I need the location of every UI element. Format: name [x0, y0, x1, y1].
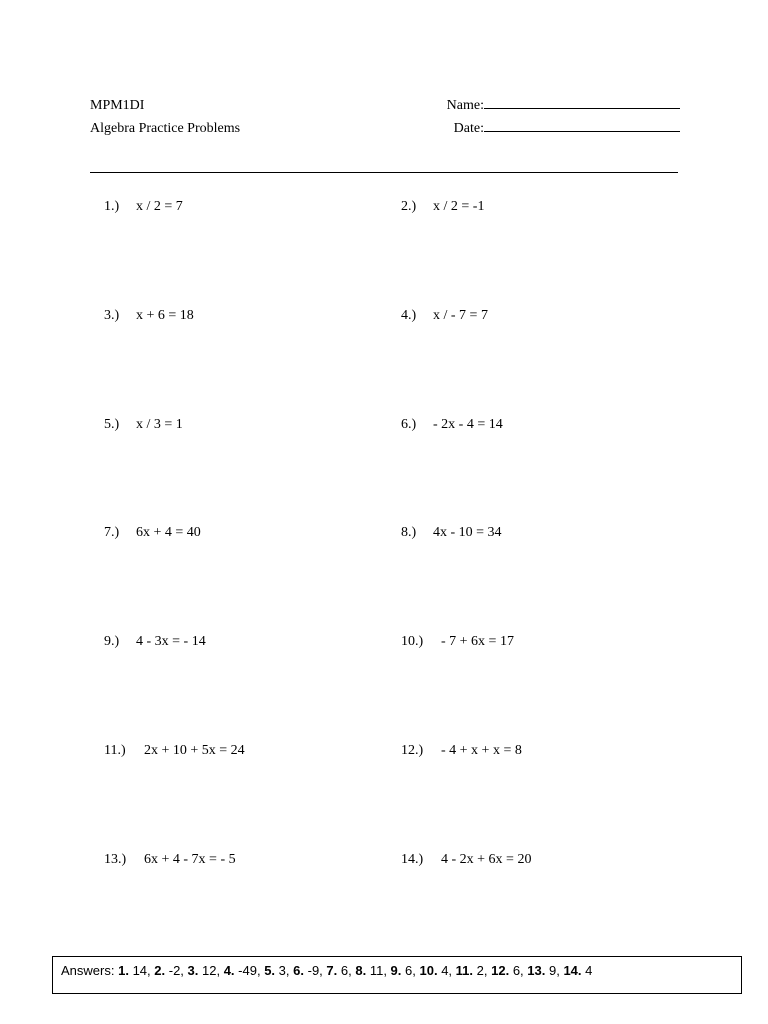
header-divider [90, 172, 678, 173]
problem-number: 13.) [104, 852, 127, 867]
header-left [90, 94, 240, 140]
problem-equation: x + 6 = 18 [136, 308, 194, 323]
problem-number: 7.) [104, 525, 120, 540]
answer-value: 3 [278, 963, 286, 978]
problem-10 [387, 615, 514, 669]
problem-equation: 6x + 4 - 7x = - 5 [144, 852, 236, 867]
problem-number: 5.) [104, 417, 120, 432]
problem-number: 14.) [401, 852, 424, 867]
problem-1 [90, 180, 183, 234]
problem-equation: x / 2 = 7 [136, 199, 183, 214]
problem-number: 3.) [104, 308, 120, 323]
problem-equation: - 4 + x + x = 8 [441, 743, 522, 758]
answer-value: 6 [512, 963, 521, 978]
answer-value: 12 [202, 963, 217, 978]
answer-number: 2. [154, 963, 166, 978]
answer-value: -9 [307, 963, 320, 978]
problem-equation: - 2x - 4 = 14 [433, 417, 503, 432]
header-right [440, 94, 680, 140]
problem-equation: 4 - 3x = - 14 [136, 634, 206, 649]
answer-value: 6 [405, 963, 413, 978]
answer-value: 9 [548, 963, 557, 978]
problem-8 [387, 506, 502, 560]
name-blank-line[interactable] [484, 94, 680, 109]
problem-number: 2.) [401, 199, 417, 214]
worksheet-title: Algebra Practice Problems [90, 121, 241, 136]
problem-number: 11.) [104, 743, 126, 758]
name-field [440, 94, 680, 117]
answer-value: 6 [340, 963, 349, 978]
answer-value: 4 [585, 963, 593, 978]
problem-equation: x / 2 = -1 [433, 199, 485, 214]
answer-number: 9. [390, 963, 402, 978]
problem-number: 8.) [401, 525, 417, 540]
answer-key-box: Answers: 1. 14, 2. -2, 3. 12, 4. -49, 5. 3, 6. -9, 7. 6, 8. 11, 9. 6, 10. 4, 11. 2, 12. 6, 13. 9, 14. 4 [52, 956, 742, 994]
problem-3 [90, 289, 194, 343]
problem-9 [90, 615, 206, 669]
answer-number: 6. [293, 963, 304, 978]
answer-number: 7. [326, 963, 338, 978]
problem-2 [387, 180, 484, 234]
answer-number: 8. [355, 963, 367, 978]
answer-number: 1. [118, 963, 129, 978]
problem-equation: 4 - 2x + 6x = 20 [441, 852, 532, 867]
answer-number: 14. [563, 963, 582, 978]
problem-equation: 4x - 10 = 34 [433, 525, 502, 540]
answer-value: 14 [132, 963, 148, 978]
answer-number: 13. [527, 963, 546, 978]
problem-number: 4.) [401, 308, 417, 323]
date-blank-line[interactable] [484, 117, 680, 132]
problem-equation: - 7 + 6x = 17 [441, 634, 514, 649]
answer-number: 12. [491, 963, 510, 978]
date-label: Date: [453, 121, 484, 136]
answer-value: -2 [168, 963, 181, 978]
problem-number: 1.) [104, 199, 120, 214]
answer-number: 5. [264, 963, 276, 978]
answer-number: 10. [419, 963, 438, 978]
answer-value: -49 [238, 963, 257, 978]
answer-value: 11 [369, 963, 384, 978]
problem-7 [90, 506, 201, 560]
problem-number: 10.) [401, 634, 424, 649]
problem-number: 12.) [401, 743, 424, 758]
problem-5 [90, 398, 183, 452]
problem-number: 6.) [401, 417, 417, 432]
answer-key-label: Answers: [61, 963, 115, 978]
problem-equation: x / 3 = 1 [136, 417, 183, 432]
course-code: MPM1DI [90, 98, 145, 113]
problem-13 [90, 833, 236, 887]
date-field [440, 117, 680, 140]
answer-value: 2 [476, 963, 484, 978]
problem-11 [90, 724, 245, 778]
problem-4 [387, 289, 488, 343]
answer-number: 4. [223, 963, 235, 978]
answer-number: 11. [455, 963, 474, 978]
problem-equation: 6x + 4 = 40 [136, 525, 201, 540]
problem-14 [387, 833, 531, 887]
answer-value: 4 [441, 963, 449, 978]
problem-equation: 2x + 10 + 5x = 24 [144, 743, 245, 758]
problem-equation: x / - 7 = 7 [433, 308, 488, 323]
problem-6 [387, 398, 503, 452]
problem-12 [387, 724, 522, 778]
name-label: Name: [446, 98, 484, 113]
problem-number: 9.) [104, 634, 120, 649]
answer-number: 3. [187, 963, 199, 978]
